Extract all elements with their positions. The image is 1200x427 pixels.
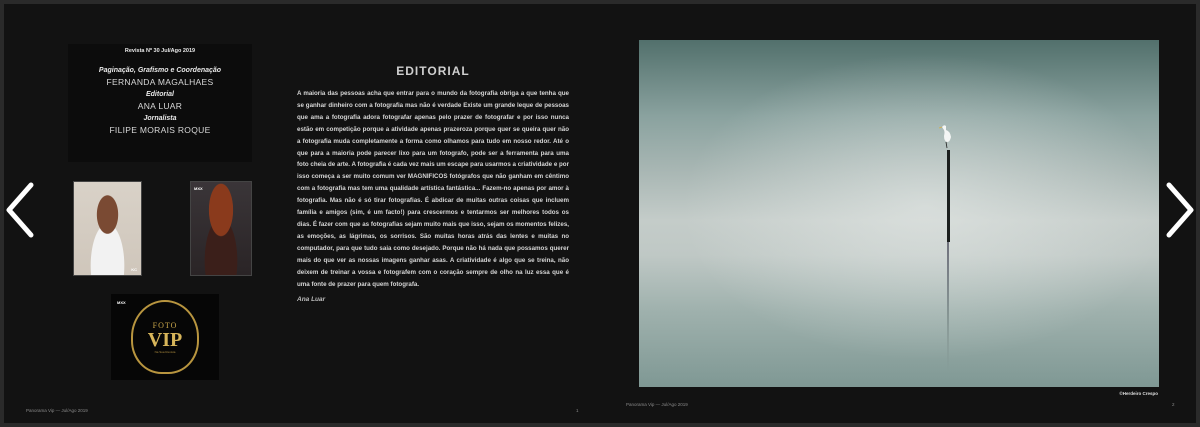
chevron-left-icon: [3, 181, 37, 239]
egret-bird: [939, 124, 953, 150]
portrait-filipe: [190, 181, 252, 276]
editorial-title: EDITORIAL: [396, 64, 470, 78]
left-page: [4, 4, 600, 423]
magazine-spread: [4, 4, 1196, 423]
right-page: [600, 4, 1196, 423]
fog-overlay: [639, 40, 1159, 387]
foto-vip-logo: [111, 294, 219, 380]
logo-sub-text: Na Sua Revista: [154, 349, 176, 354]
editorial-person: ANA LUAR: [137, 101, 183, 111]
issue-label: Revista Nº 30 Jul/Ago 2019: [124, 48, 196, 54]
photo-credit: ©Herdeiro Crespo: [1119, 391, 1158, 396]
footer-left-page-number: 1: [576, 408, 579, 413]
footer-left-text: Panorama Vip — Jul/Ago 2019: [26, 408, 88, 413]
wooden-pole: [947, 150, 950, 242]
egret-photo: [639, 40, 1159, 387]
portrait-tag: MXX: [194, 186, 203, 191]
logo-emblem: [131, 300, 199, 374]
portrait-ana-luar: [73, 181, 142, 276]
next-page-button[interactable]: [1160, 180, 1200, 240]
logo-tag: MXX: [117, 300, 126, 305]
logo-vip-text: VIP: [147, 328, 183, 351]
previous-page-button[interactable]: [0, 180, 40, 240]
editorial-signature: Ana Luar: [297, 296, 326, 304]
journalist-role: Jornalista: [143, 115, 177, 122]
logo-foto-text: FOTO: [152, 320, 178, 330]
editorial-role: Editorial: [145, 91, 174, 98]
layout-person: FERNANDA MAGALHAES: [106, 77, 214, 87]
footer-right-page-number: 2: [1172, 402, 1175, 407]
layout-role: Paginação, Grafismo e Coordenação: [98, 67, 222, 74]
editorial-body: A maioria das pessoas acha que entrar para o mundo da fotografia obriga a que tenha que se ganhar dinheiro com a fotografia mas não é verdade Existe um grande leque de pessoas que ama a fotografia adora fotografar apenas pelo prazer de fotografar e por isso nunca estão em competição porque a atividade apenas prazeroza porque quer se queira quer não a fotografia muda completamente a forma como olhamos para tudo em nosso redor. Até o que para a maioria pode parecer lixo para um fotografo, pode ser a ferramenta para uma foto cheia de arte. A fotografia é cada vez mais um escape para usarmos a criatividade e por isso começa a ser muito comum ver MAGNIFICOS fotógrafos que não ganham em cêntimo com a fotografia mas tem uma qualidade artística fantástica... Fazem-no apenas por amor à fotografia. Mas não é só tirar fotografias. É abdicar de muitas outras coisas que incluem família e amigos (sim, é um facto!) para crescermos e tentarmos ser melhores todos os dias. É fazer com que as fotografias sejam muito mais que isso, sejam os momentos felizes, as emoções, as lágrimas, os sorrisos. São muitas horas atrás das lentes e muitas no computador, para que tudo saia como desejado. Porque não há nada que possamos querer mais do que ver as nossas imagens ganhar asas. A criatividade é algo que se treina, não deixem de treinar a vossa e fotografem com o coração sempre de olho na luz essa que é uma fonte de prazer para quem fotografa.: [297, 90, 569, 288]
editorial-article: [297, 64, 569, 303]
pole-reflection: [947, 242, 949, 372]
footer-right-text: Panorama Vip — Jul/Ago 2019: [626, 402, 688, 407]
portrait-tag: KC: [131, 267, 137, 272]
credits-box: [68, 44, 252, 162]
chevron-right-icon: [1163, 181, 1197, 239]
journalist-person: FILIPE MORAIS ROQUE: [109, 125, 211, 135]
